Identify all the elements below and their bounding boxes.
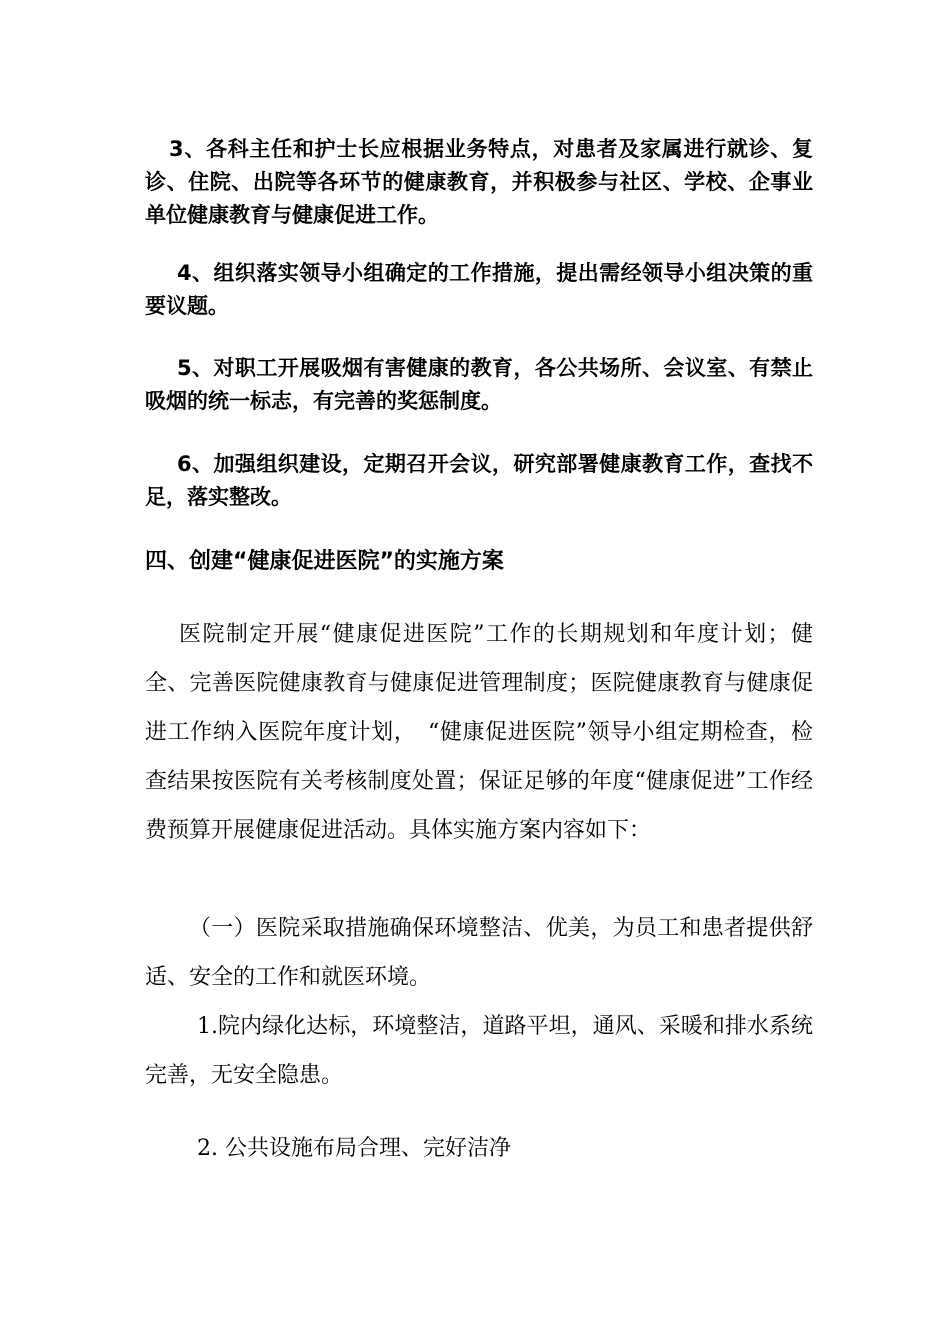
paragraph-5: 5、对职工开展吸烟有害健康的教育，各公共场所、会议室、有禁止吸烟的统一标志，有完善的奖惩制度。 [145, 356, 813, 413]
intro-paragraph: 医院制定开展“健康促进医院”工作的长期规划和年度计划；健全、完善医院健康教育与健康促进管理制度；医院健康教育与健康促进工作纳入医院年度计划， “健康促进医院”领导小组定期检查，检查结果按医院有关考核制度处置；保证足够的年度“健康促进”工作经费预算开展健康促进活动。具体实施方案内容如下： [145, 622, 813, 843]
item-1: 1.院内绿化达标，环境整洁，道路平坦，通风、采暖和排水系统完善，无安全隐患。 [145, 1014, 813, 1088]
subsection-1: （一）医院采取措施确保环境整洁、优美，为员工和患者提供舒适、安全的工作和就医环境。 [145, 916, 813, 990]
paragraph-6: 6、加强组织建设，定期召开会议，研究部署健康教育工作，查找不足，落实整改。 [145, 452, 813, 509]
item-2: 2. 公共设施布局合理、完好洁净 [197, 1136, 511, 1161]
section-heading: 四、创建“健康促进医院”的实施方案 [145, 549, 504, 574]
paragraph-3: 3、各科主任和护士长应根据业务特点，对患者及家属进行就诊、复诊、住院、出院等各环节的健康教育，并积极参与社区、学校、企事业单位健康教育与健康促进工作。 [145, 137, 813, 227]
paragraph-4: 4、组织落实领导小组确定的工作措施，提出需经领导小组决策的重要议题。 [145, 261, 813, 318]
